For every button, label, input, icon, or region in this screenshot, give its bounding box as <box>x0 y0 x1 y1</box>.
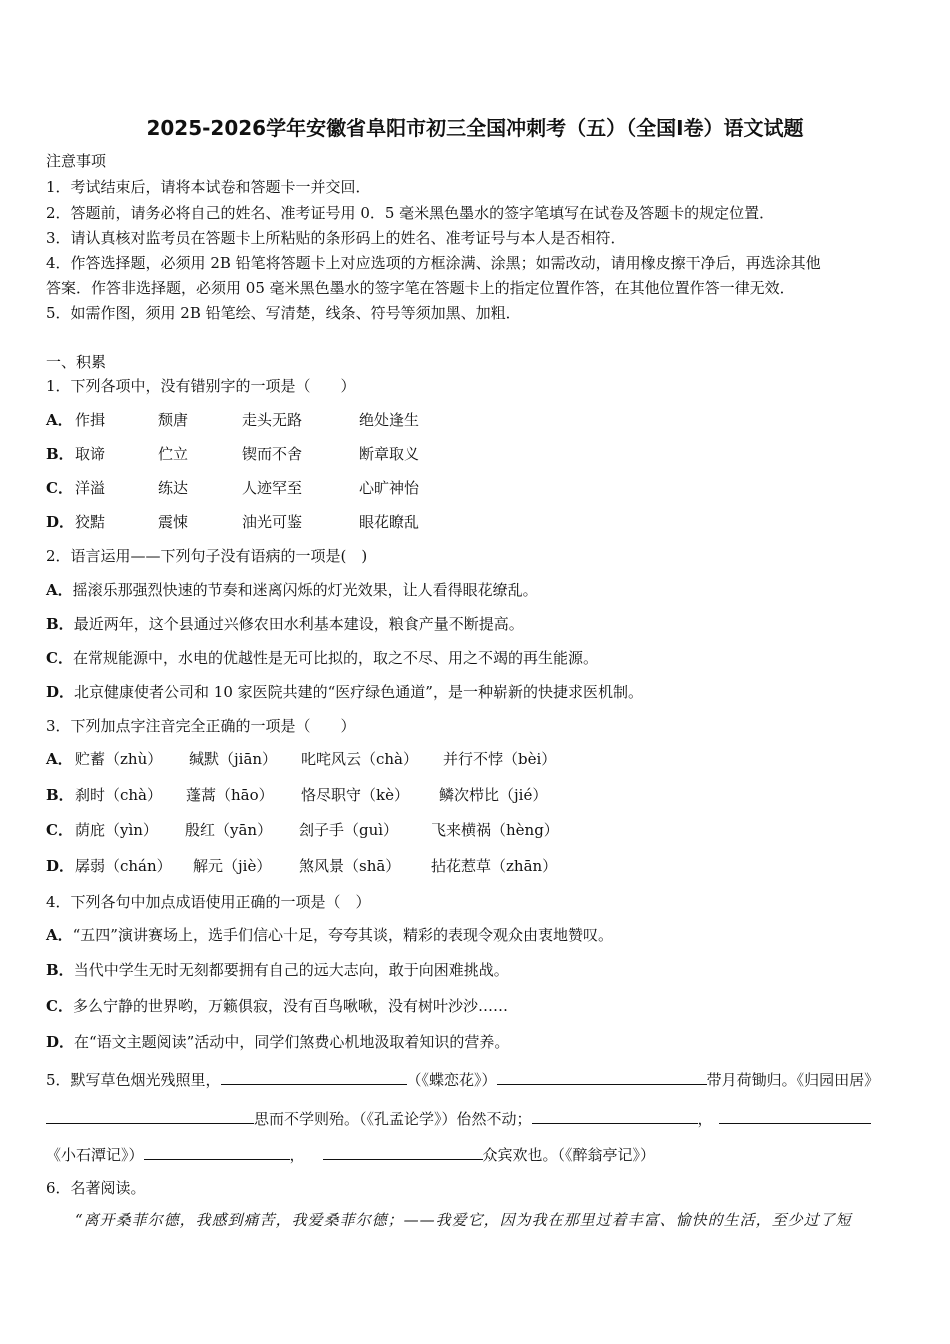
option-text: 摇滚乐那强烈快速的节奏和迷离闪烁的灯光效果，让人看得眼花缭乱。 <box>72 581 538 599</box>
option-word: 颓唐 <box>158 411 189 429</box>
option-text: 多么宁静的世界哟，万籁俱寂，没有百鸟啾啾，没有树叶沙沙…… <box>72 997 508 1015</box>
option-label: C． <box>46 479 73 497</box>
notice-item: 4．作答选择题，必须用 2B 铅笔将答题卡上对应选项的方框涂满、涂黑；如需改动，请用橡皮擦干净后，再选涂其他 <box>46 254 821 272</box>
option-text: “五四”演讲赛场上，选手们信心十足，夸夸其谈，精彩的表现令观众由衷地赞叹。 <box>72 926 613 944</box>
option-text: 在常规能源中，水电的优越性是无可比拟的，取之不尽、用之不竭的再生能源。 <box>72 649 598 667</box>
question-stem: 2．语言运用——下列句子没有语病的一项是( ) <box>46 547 368 565</box>
option-word: 人迹罕至 <box>242 479 303 497</box>
option-label: A． <box>46 411 73 429</box>
option-item: 蓬蒿（hāo） <box>186 786 274 804</box>
answer-blank[interactable] <box>532 1107 698 1124</box>
q2-option-c <box>46 648 598 668</box>
q2-option-d <box>46 682 643 702</box>
option-item: 拈花惹草（zhān） <box>431 857 558 875</box>
question-stem: 1．下列各项中，没有错别字的一项是（ ） <box>46 377 356 395</box>
option-item: 殷红（yān） <box>185 821 273 839</box>
q5-source: 《小石潭记》） <box>46 1146 144 1164</box>
q4-option-a <box>46 925 613 945</box>
option-label: A． <box>46 926 73 944</box>
q2-option-b <box>46 614 524 634</box>
notice-item: 5．如需作图，须用 2B 铅笔绘、写清楚，线条、符号等须加黑、加粗． <box>46 304 521 322</box>
section-heading: 一、积累 <box>46 353 107 371</box>
option-item: 煞风景（shā） <box>299 857 401 875</box>
notice-item: 3．请认真核对监考员在答题卡上所粘贴的条形码上的姓名、准考证号与本人是否相符． <box>46 229 626 247</box>
q5-text: 带月荷锄归。《归园田居》 <box>706 1071 880 1089</box>
page-title: 2025-2026学年安徽省阜阳市初三全国冲刺考（五）（全国Ⅰ卷）语文试题 <box>146 116 804 140</box>
question-stem: 4．下列各句中加点成语使用正确的一项是（ ） <box>46 893 371 911</box>
option-word: 洋溢 <box>75 479 106 497</box>
q4-option-c <box>46 996 508 1016</box>
q5-comma: ， <box>697 1110 713 1128</box>
answer-blank[interactable] <box>46 1107 254 1124</box>
q5-line-2 <box>46 1107 871 1129</box>
option-word: 狡黠 <box>75 513 106 531</box>
option-label: C． <box>46 997 73 1015</box>
option-item: 刹时（chà） <box>75 786 163 804</box>
option-item: 恪尽职守（kè） <box>301 786 409 804</box>
option-item: 贮蓄（zhù） <box>75 750 163 768</box>
option-label: D． <box>46 683 75 701</box>
notice-item: 2．答题前，请务必将自己的姓名、准考证号用 0．5 毫米黑色墨水的签字笔填写在试卷及答题卡的规定位置． <box>46 204 775 222</box>
q5-line-3 <box>46 1143 655 1165</box>
option-word: 眼花瞭乱 <box>359 513 420 531</box>
answer-blank[interactable] <box>144 1143 290 1160</box>
option-text: 当代中学生无时无刻都要拥有自己的远大志向，敢于向困难挑战。 <box>73 961 509 979</box>
option-item: 叱咤风云（chà） <box>301 750 419 768</box>
q5-prefix: 5．默写草色烟光残照里， <box>46 1071 221 1089</box>
notice-item: 答案．作答非选择题，必须用 05 毫米黑色墨水的签字笔在答题卡上的指定位置作答，在其他位置作答一律无效． <box>46 279 795 297</box>
answer-blank[interactable] <box>323 1143 483 1160</box>
notice-heading: 注意事项 <box>46 152 107 170</box>
option-label: D． <box>46 513 75 531</box>
option-text: 在“语文主题阅读”活动中，同学们煞费心机地汲取着知识的营养。 <box>74 1033 510 1051</box>
option-label: B． <box>46 445 74 463</box>
option-item: 荫庇（yìn） <box>75 821 158 839</box>
option-label: C． <box>46 649 73 667</box>
option-label: A． <box>46 750 73 768</box>
option-word: 震悚 <box>158 513 189 531</box>
q2-option-a <box>46 580 538 600</box>
option-item: 鳞次栉比（jié） <box>439 786 548 804</box>
q5-text: 众宾欢也。（《醉翁亭记》） <box>482 1146 656 1164</box>
q5-line-1 <box>46 1068 879 1090</box>
q4-option-b <box>46 960 509 980</box>
option-label: D． <box>46 857 75 875</box>
answer-blank[interactable] <box>497 1068 707 1085</box>
option-item: 并行不悖（bèi） <box>443 750 557 768</box>
option-label: B． <box>46 615 74 633</box>
option-label: B． <box>46 961 74 979</box>
excerpt-quote: “离开桑菲尔德，我感到痛苦，我爱桑菲尔德；——我爱它，因为我在那里过着丰富、愉快的生活，至少过了短 <box>75 1211 852 1229</box>
option-text: 北京健康使者公司和 10 家医院共建的“医疗绿色通道”，是一种崭新的快捷求医机制。 <box>74 683 643 701</box>
option-word: 断章取义 <box>359 445 420 463</box>
option-label: A． <box>46 581 73 599</box>
option-item: 飞来横祸（hèng） <box>431 821 559 839</box>
notice-item: 1．考试结束后，请将本试卷和答题卡一并交回． <box>46 178 371 196</box>
option-label: B． <box>46 786 74 804</box>
option-item: 解元（jiè） <box>193 857 272 875</box>
option-word: 绝处逢生 <box>359 411 420 429</box>
option-word: 取谛 <box>75 445 106 463</box>
answer-blank[interactable] <box>221 1068 407 1085</box>
q5-source: （《蝶恋花》） <box>406 1071 497 1089</box>
option-item: 孱弱（chán） <box>75 857 172 875</box>
option-item: 缄默（jiān） <box>189 750 278 768</box>
option-item: 刽子手（guì） <box>299 821 399 839</box>
q5-text: 思而不学则殆。（《孔孟论学》）佁然不动； <box>254 1110 532 1128</box>
option-word: 心旷神怡 <box>359 479 420 497</box>
question-stem: 6．名著阅读。 <box>46 1179 146 1197</box>
answer-blank[interactable] <box>719 1107 871 1124</box>
option-text: 最近两年，这个县通过兴修农田水利基本建设，粮食产量不断提高。 <box>73 615 524 633</box>
option-word: 走头无路 <box>242 411 303 429</box>
option-word: 练达 <box>158 479 189 497</box>
q4-option-d <box>46 1032 509 1052</box>
option-label: D． <box>46 1033 75 1051</box>
option-label: C． <box>46 821 73 839</box>
option-word: 作揖 <box>75 411 106 429</box>
question-stem: 3．下列加点字注音完全正确的一项是（ ） <box>46 717 356 735</box>
option-word: 油光可鉴 <box>242 513 303 531</box>
option-word: 锲而不舍 <box>242 445 303 463</box>
q5-comma: ， <box>289 1146 305 1164</box>
option-word: 伫立 <box>158 445 189 463</box>
